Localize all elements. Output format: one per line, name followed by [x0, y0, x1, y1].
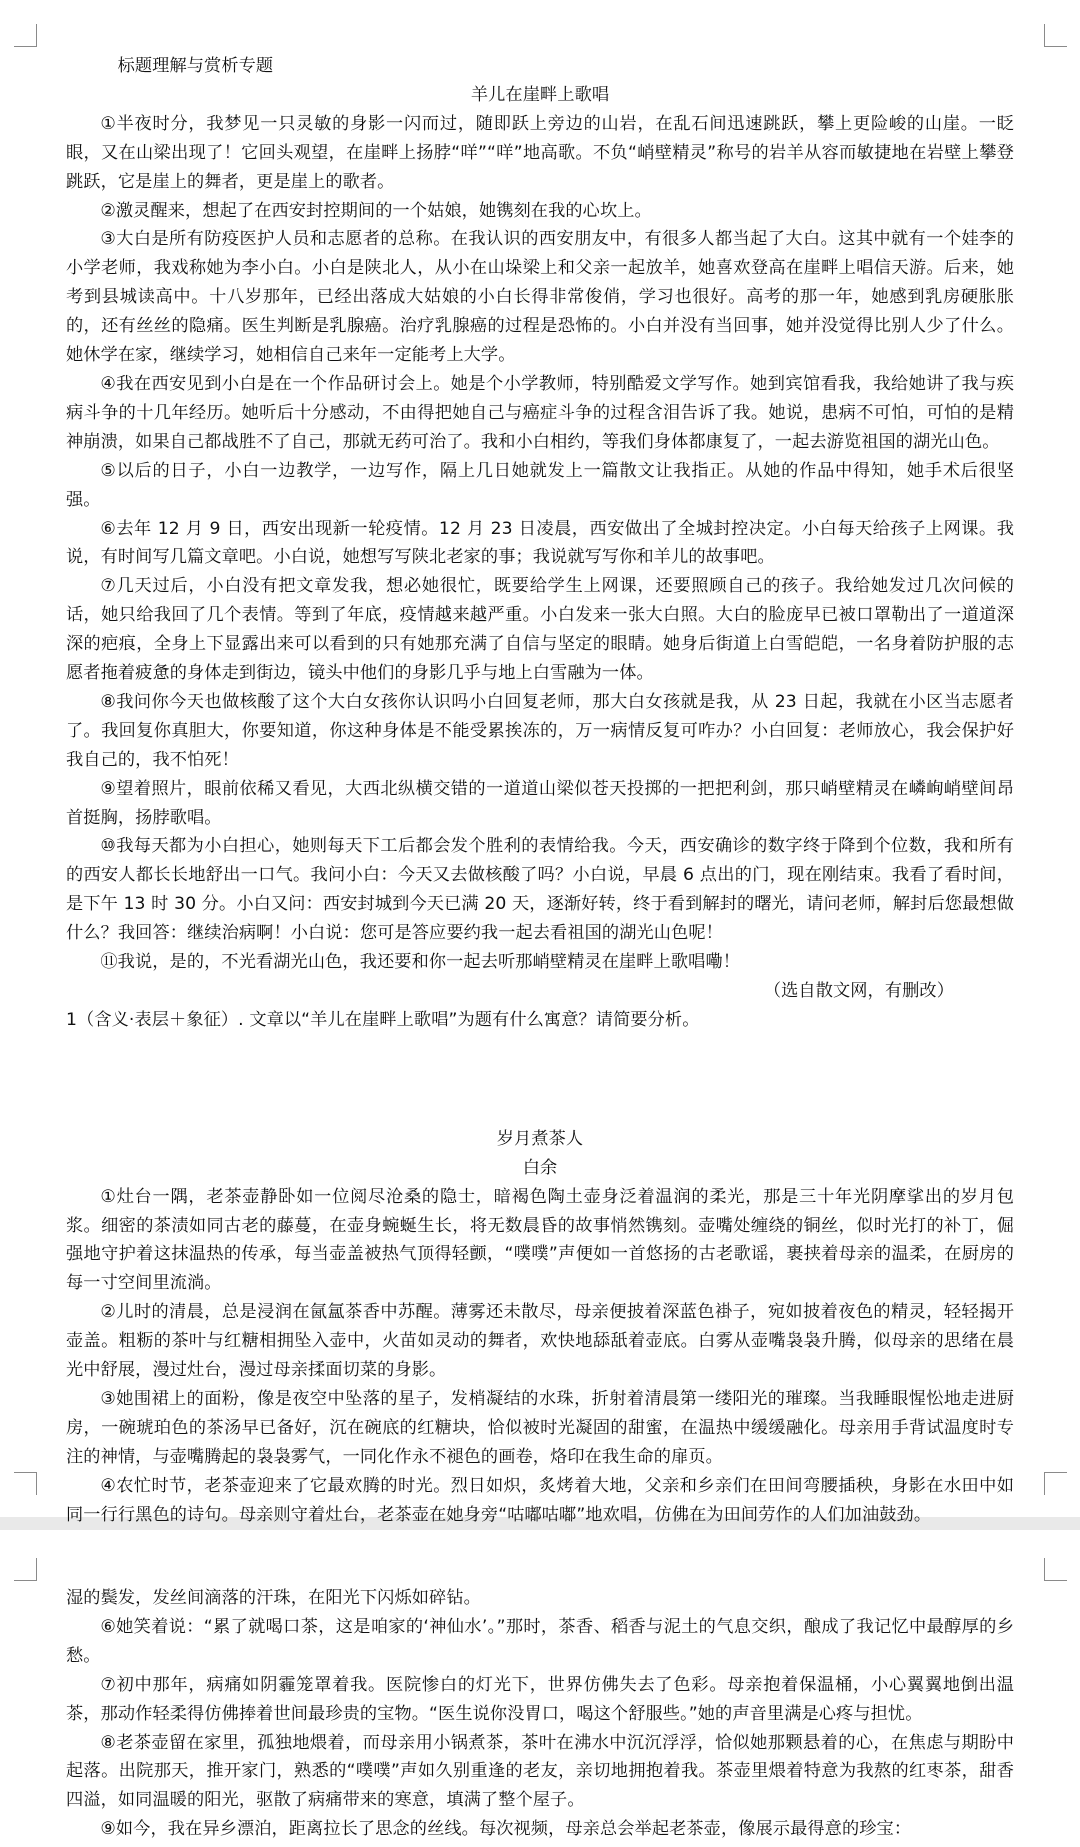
article-1-title: 羊儿在崖畔上歌唱 [470, 84, 610, 105]
page-2-body [66, 1584, 1014, 1844]
margin-mark [14, 1472, 37, 1495]
margin-mark [1044, 24, 1067, 47]
page-1-body [66, 52, 1014, 1587]
paragraph: ③大白是所有防疫医护人员和志愿者的总称。在我认识的西安朋友中，有很多人都当起了大白。这其中就有一个娃李的小学老师，我戏称她为李小白。小白是陕北人，从小在山垛梁上和父亲一起放羊，她喜欢登高在崖畔上唱信天游。后来，她考到县城读高中。十八岁那年，已经出落成大姑娘的小白长得非常俊俏，学习也很好。高考的那一年，她感到乳房硬胀胀的，还有丝丝的隐痛。医生判断是乳腺癌。治疗乳腺癌的过程是恐怖的。小白并没有当回事，她并没觉得比别人少了什么。她休学在家，继续学习，她相信自己来年一定能考上大学。 [66, 229, 1014, 366]
paragraph: ⑦几天过后，小白没有把文章发我，想必她很忙，既要给学生上网课，还要照顾自己的孩子。我给她发过几次问候的话，她只给我回了几个表情。等到了年底，疫情越来越严重。小白发来一张大白照。大白的脸庞早已被口罩勒出了一道道深深的疤痕，全身上下显露出来可以看到的只有她那充满了自信与坚定的眼睛。她身后街道上白雪皑皑，一名身着防护服的志愿者拖着疲惫的身体走到街边，镜头中他们的身影几乎与地上白雪融为一体。 [66, 576, 1014, 684]
paragraph: ③她围裙上的面粉，像是夜空中坠落的星子，发梢凝结的水珠，折射着清晨第一缕阳光的璀璨。当我睡眼惺忪地走进厨房，一碗琥珀色的茶汤早已备好，沉在碗底的红糖块，恰似被时光凝固的甜蜜，在温热中缓缓融化。母亲用手背试温度时专注的神情，与壶嘴腾起的袅袅雾气，一同化作永不褪色的画卷，烙印在我生命的扉页。 [66, 1388, 1014, 1467]
article-1-source: （选自散文网，有删改） [763, 981, 954, 1001]
paragraph: ⑥去年 12 月 9 日，西安出现新一轮疫情。12 月 23 日凌晨，西安做出了全城封控决定。小白每天给孩子上网课。我说，有时间写几篇文章吧。小白说，她想写写陕北老家的事；我说就写写你和羊儿的故事吧。 [66, 518, 1014, 568]
paragraph: ⑥她笑着说：“累了就喝口茶，这是咱家的‘神仙水’。”那时，茶香、稻香与泥土的气息交织，酿成了我记忆中最醇厚的乡愁。 [66, 1616, 1014, 1666]
paragraph: ⑤以后的日子，小白一边教学，一边写作，隔上几日她就发上一篇散文让我指正。从她的作品中得知，她手术后很坚强。 [66, 460, 1014, 510]
document-page-2 [0, 1530, 1080, 1847]
paragraph: ①半夜时分，我梦见一只灵敏的身影一闪而过，随即跃上旁边的山岩，在乱石间迅速跳跃，攀上更险峻的山崖。一眨眼，又在山梁出现了！它回头观望，在崖畔上扬脖“咩”“咩”地高歌。不负“峭壁精灵”称号的岩羊从容而敏捷地在岩壁上攀登跳跃，它是崖上的舞者，更是崖上的歌者。 [66, 113, 1014, 192]
paragraph: ⑪我说，是的，不光看湖光山色，我还要和你一起去听那峭壁精灵在崖畔上歌唱嘞！ [100, 952, 741, 973]
article-2-paragraphs [66, 1183, 1014, 1588]
article-2-title: 岁月煮茶人 [496, 1128, 584, 1149]
paragraph: ⑧老茶壶留在家里，孤独地煨着，而母亲用小锅煮茶，茶叶在沸水中沉沉浮浮，恰似她那颗悬着的心，在焦虑与期盼中起落。出院那天，推开家门，熟悉的“噗噗”声如久别重逢的老友，亲切地拥抱着我。茶壶里煨着特意为我熬的红枣茶，甜香四溢，如同温暖的阳光，驱散了病痛带来的寒意，填满了整个屋子。 [66, 1732, 1014, 1811]
question-1: 1（含义·表层＋象征）. 文章以“羊儿在崖畔上歌唱”为题有什么寓意？请简要分析。 [66, 1009, 700, 1030]
paragraph: ⑨望着照片，眼前依稀又看见，大西北纵横交错的一道道山梁似苍天投掷的一把把利剑，那只峭壁精灵在嶙峋峭壁间昂首挺胸，扬脖歌唱。 [66, 778, 1014, 828]
paragraph: ④我在西安见到小白是在一个作品研讨会上。她是个小学教师，特别酷爱文学写作。她到宾馆看我，我给她讲了我与疾病斗争的十几年经历。她听后十分感动，不由得把她自己与癌症斗争的过程含泪告诉了我。她说，患病不可怕，可怕的是精神崩溃，如果自己都战胜不了自己，那就无药可治了。我和小白相约，等我们身体都康复了，一起去游览祖国的湖光山色。 [66, 373, 1014, 452]
paragraph: ④农忙时节，老茶壶迎来了它最欢腾的时光。烈日如炽，炙烤着大地，父亲和乡亲们在田间弯腰插秧，身影在水田中如同一行行黑色的诗句。母亲则守着灶台，老茶壶在她身旁“咕嘟咕嘟”地欢唱，仿佛在为田间劳作的人们加油鼓劲。 [66, 1475, 1014, 1525]
margin-mark [14, 24, 37, 47]
topic-heading: 标题理解与赏析专题 [117, 56, 274, 76]
paragraph: ⑨如今，我在异乡漂泊，距离拉长了思念的丝线。每次视频，母亲总会举起老茶壶，像展示最得意的珍宝： [100, 1819, 912, 1840]
paragraph: ①灶台一隅，老茶壶静卧如一位阅尽沧桑的隐士，暗褐色陶土壶身泛着温润的柔光，那是三十年光阴摩挲出的岁月包浆。细密的茶渍如同古老的藤蔓，在壶身蜿蜒生长，将无数晨昏的故事悄然镌刻。壶嘴处缠绕的铜丝，似时光打的补丁，倔强地守护着这抹温热的传承，每当壶盖被热气顶得轻颤，“噗噗”声便如一首悠扬的古老歌谣，裹挟着母亲的温柔，在厨房的每一寸空间里流淌。 [66, 1186, 1014, 1294]
page-2-paragraphs [66, 1584, 1014, 1844]
margin-mark [1044, 1558, 1067, 1581]
margin-mark [14, 1558, 37, 1581]
paragraph: 湿的鬓发，发丝间滴落的汗珠，在阳光下闪烁如碎钻。 [66, 1588, 481, 1608]
paragraph: ⑧我问你今天也做核酸了这个大白女孩你认识吗小白回复老师，那大白女孩就是我，从 23 日起，我就在小区当志愿者了。我回复你真胆大，你要知道，你这种身体是不能受累挨冻的，万一病情反复可咋办？小白回复：老师放心，我会保护好我自己的，我不怕死！ [66, 691, 1014, 770]
paragraph: ⑦初中那年，病痛如阴霾笼罩着我。医院惨白的灯光下，世界仿佛失去了色彩。母亲抱着保温桶，小心翼翼地倒出温茶，那动作轻柔得仿佛捧着世间最珍贵的宝物。“医生说你没胃口，喝这个舒服些。”她的声音里满是心疼与担忧。 [66, 1674, 1014, 1724]
paragraph: ⑩我每天都为小白担心，她则每天下工后都会发个胜利的表情给我。今天，西安确诊的数字终于降到个位数，我和所有的西安人都长长地舒出一口气。我问小白：今天又去做核酸了吗？小白说，早晨 6 点出的门，现在刚结束。我看了看时间，是下午 13 时 30 分。小白又问：西安封城到今天已满 20 天，逐渐好转，终于看到解封的曙光，请问老师，解封后您最想做什么？我回答：继续治病啊！小白说：您可是答应要约我一起去看祖国的湖光山色呢！ [66, 836, 1014, 944]
article-1-paragraphs [66, 110, 1014, 977]
paragraph: ②儿时的清晨，总是浸润在氤氲茶香中苏醒。薄雾还未散尽，母亲便披着深蓝色褂子，宛如披着夜色的精灵，轻轻揭开壶盖。粗粝的茶叶与红糖相拥坠入壶中，火苗如灵动的舞者，欢快地舔舐着壶底。白雾从壶嘴袅袅升腾，似母亲的思绪在晨光中舒展，漫过灶台，漫过母亲揉面切菜的身影。 [66, 1302, 1014, 1381]
paragraph: ②激灵醒来，想起了在西安封控期间的一个姑娘，她镌刻在我的心坎上。 [100, 200, 652, 221]
article-2-author: 白余 [522, 1157, 558, 1178]
margin-mark [1044, 1472, 1067, 1495]
